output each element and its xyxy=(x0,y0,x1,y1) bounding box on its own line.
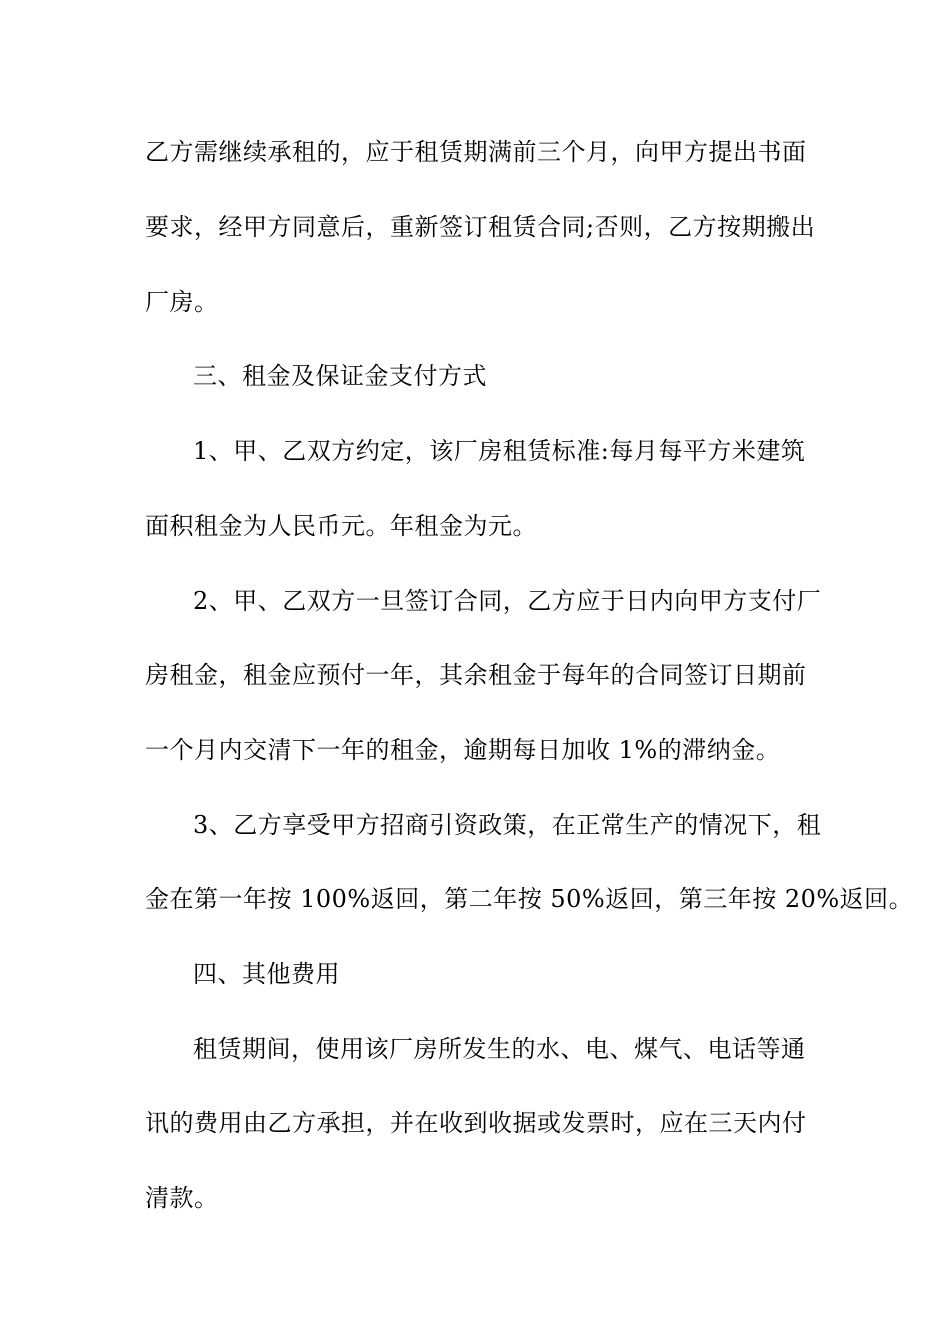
text-line: 面积租金为人民币元。年租金为元。 xyxy=(145,512,537,540)
text-line: 清款。 xyxy=(145,1184,219,1212)
text-line: 租赁期间，使用该厂房所发生的水、电、煤气、电话等通 xyxy=(193,1035,806,1063)
text-line: 要求，经甲方同意后，重新签订租赁合同;否则，乙方按期搬出 xyxy=(145,213,816,241)
text-line: 1、甲、乙双方约定，该厂房租赁标准:每月每平方米建筑 xyxy=(193,437,806,465)
section-heading: 四、其他费用 xyxy=(193,960,340,988)
section-heading: 三、租金及保证金支付方式 xyxy=(193,362,487,390)
text-line: 房租金，租金应预付一年，其余租金于每年的合同签订日期前 xyxy=(145,661,807,689)
text-line: 3、乙方享受甲方招商引资政策，在正常生产的情况下，租 xyxy=(193,811,822,839)
text-line: 一个月内交清下一年的租金，逾期每日加收 1%的滞纳金。 xyxy=(145,736,781,764)
text-line: 2、甲、乙双方一旦签订合同，乙方应于日内向甲方支付厂 xyxy=(193,587,822,615)
text-line: 乙方需继续承租的，应于租赁期满前三个月，向甲方提出书面 xyxy=(145,138,807,166)
text-line: 讯的费用由乙方承担，并在收到收据或发票时，应在三天内付 xyxy=(145,1109,807,1137)
text-line: 金在第一年按 100%返回，第二年按 50%返回，第三年按 20%返回。 xyxy=(145,885,914,913)
text-line: 厂房。 xyxy=(145,288,219,316)
